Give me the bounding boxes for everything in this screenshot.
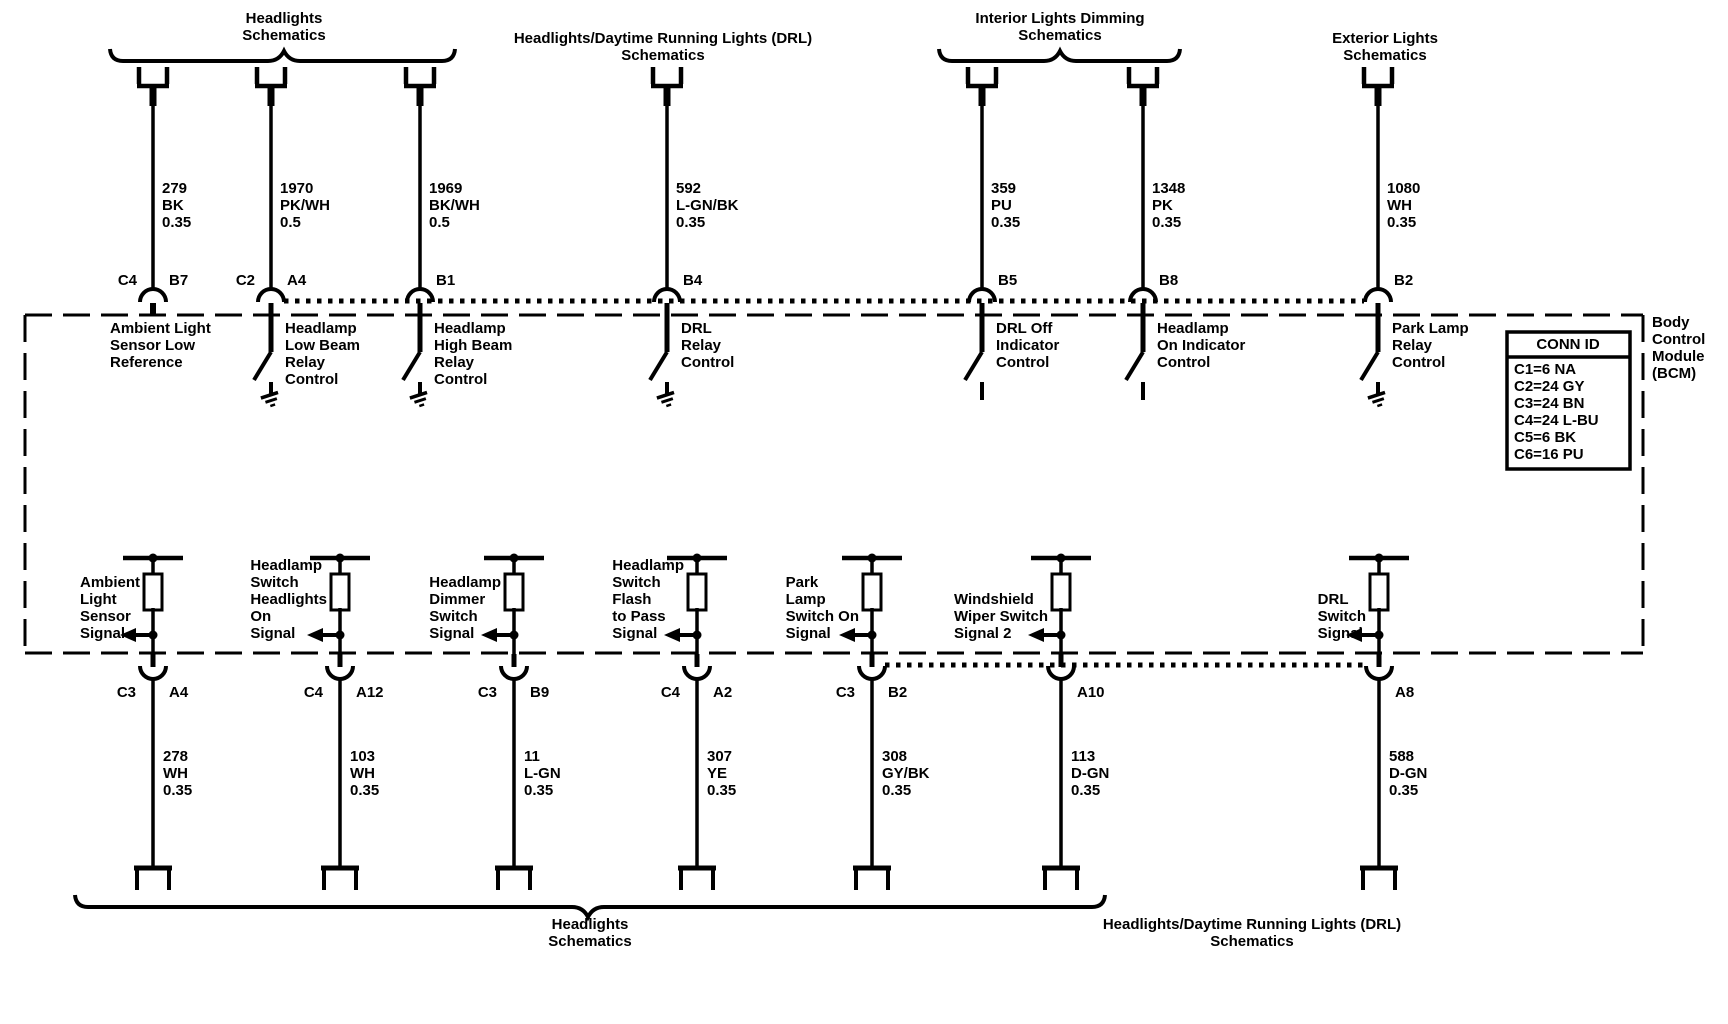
label-line: Ambient [80, 574, 140, 591]
conn-id-table-header: CONN ID [1536, 336, 1600, 353]
top-circuit-5-graphics [965, 67, 998, 400]
label-line: Flash [612, 591, 652, 608]
bcm-function-label [285, 320, 360, 388]
wire-id-label [676, 180, 739, 231]
pin-id-right: A10 [1077, 684, 1105, 701]
wire-number: 592 [676, 180, 702, 197]
wire-size: 0.35 [991, 214, 1021, 231]
label-line: Park Lamp [1392, 320, 1469, 337]
pin-id-left: C4 [660, 684, 680, 701]
pin-id-right: B5 [998, 272, 1018, 289]
label-line: Control [996, 354, 1050, 371]
wire-id-label [350, 748, 379, 799]
bcm-function-label [681, 320, 734, 371]
wire-id-label [1387, 180, 1420, 231]
pin-id-right: B2 [1394, 272, 1414, 289]
wire-id-label [991, 180, 1020, 231]
bcm-function-label [434, 320, 512, 388]
wire-id-label [882, 748, 930, 799]
bcm-function-label [1392, 320, 1469, 371]
bottom-headlights-brace [75, 895, 1105, 917]
wire-number: 1348 [1152, 180, 1186, 197]
label-line: Switch On [785, 608, 859, 625]
label-line: Headlights [551, 916, 629, 933]
wire-id-label [1071, 748, 1109, 799]
wire-number: 103 [350, 748, 376, 765]
wire-number: 1969 [429, 180, 463, 197]
ground-icon [1368, 392, 1388, 408]
conn-id-row: C3=24 BN [1514, 395, 1585, 412]
pin-id-left: C3 [477, 684, 497, 701]
label-line: High Beam [434, 337, 513, 354]
label-line: Body [1652, 314, 1690, 331]
wire-number: 588 [1389, 748, 1415, 765]
pin-arc-icon [140, 289, 166, 302]
ground-icon [657, 392, 677, 408]
wire-id-label [707, 748, 736, 799]
wire-size: 0.35 [350, 782, 380, 799]
pin-id-right: B2 [888, 684, 908, 701]
pin-id-right: B7 [169, 272, 189, 289]
label-line: Switch [1317, 608, 1366, 625]
label-line: Control [681, 354, 735, 371]
off-page-connector-icon [1127, 67, 1159, 86]
resistor-icon [1052, 574, 1070, 610]
label-line: DRL [681, 320, 712, 337]
conn-id-row: C2=24 GY [1514, 378, 1585, 395]
pin-id-right: A2 [713, 684, 733, 701]
wire-number: 279 [162, 180, 188, 197]
label-line: Headlamp [250, 557, 323, 574]
wire-color: L-GN [524, 765, 561, 782]
bcm-function-label [1157, 320, 1245, 371]
label-line: Schematics [242, 27, 326, 44]
signal-label [786, 574, 859, 642]
wire-id-label [163, 748, 192, 799]
label-line: Relay [1392, 337, 1433, 354]
label-line: Control [285, 371, 339, 388]
label-line: Low Beam [285, 337, 361, 354]
label-line: Headlights/Daytime Running Lights (DRL) [513, 30, 813, 47]
module-name-label [1652, 314, 1705, 382]
conn-id-row: C1=6 NA [1514, 361, 1577, 378]
headlights-brace [110, 49, 455, 61]
pin-id-right: B4 [683, 272, 703, 289]
pin-arc-icon [684, 666, 710, 679]
off-page-connector-icon [404, 67, 436, 86]
schematic-group-label-drl-bottom [1103, 916, 1401, 950]
label-line: Reference [110, 354, 183, 371]
label-line: Headlamp [285, 320, 357, 337]
wire-size: 0.35 [163, 782, 193, 799]
label-line: Control [1392, 354, 1446, 371]
off-page-connector-icon [137, 67, 169, 86]
label-line: Signal [1317, 625, 1363, 642]
pin-id-right: B9 [530, 684, 550, 701]
resistor-icon [331, 574, 349, 610]
pin-id-left: C3 [116, 684, 136, 701]
wire-size: 0.35 [882, 782, 912, 799]
wire-color: PK [1152, 197, 1173, 214]
wire-size: 0.5 [429, 214, 450, 231]
label-line: Switch [250, 574, 299, 591]
label-line: Schematics [1210, 933, 1294, 950]
conn-id-row: C5=6 BK [1514, 429, 1577, 446]
wire-number: 1970 [280, 180, 314, 197]
switch-icon [1361, 352, 1378, 380]
label-line: Schematics [621, 47, 705, 64]
label-line: On [250, 608, 272, 625]
label-line: (BCM) [1652, 365, 1697, 382]
label-line: Headlamp [434, 320, 506, 337]
signal-label [250, 557, 327, 642]
wire-id-label [524, 748, 561, 799]
wire-color: WH [1387, 197, 1412, 214]
pin-id-left: C4 [303, 684, 323, 701]
pin-id-right: A4 [287, 272, 307, 289]
off-page-connector-icon [1362, 67, 1394, 86]
wire-size: 0.35 [524, 782, 554, 799]
resistor-icon [144, 574, 162, 610]
pin-arc-icon [1365, 289, 1391, 302]
switch-icon [403, 352, 420, 380]
off-page-connector-icon [651, 67, 683, 86]
signal-label [429, 574, 501, 642]
signal-label [954, 591, 1048, 642]
label-line: Relay [285, 354, 326, 371]
label-line: Light [80, 591, 117, 608]
interior-lights-brace [939, 49, 1180, 61]
ground-icon [410, 392, 430, 408]
label-line: Lamp [785, 591, 826, 608]
top-circuit-4-graphics [650, 67, 683, 408]
signal-label [80, 574, 140, 642]
switch-icon [1126, 352, 1143, 380]
label-line: Park [785, 574, 819, 591]
ground-icon [261, 392, 281, 408]
wire-size: 0.35 [1389, 782, 1419, 799]
wire-size: 0.5 [280, 214, 301, 231]
wire-color: D-GN [1389, 765, 1428, 782]
wire-size: 0.35 [1071, 782, 1101, 799]
label-line: Headlights [245, 10, 323, 27]
wire-id-label [1152, 180, 1185, 231]
label-line: Exterior Lights [1332, 30, 1438, 47]
wire-number: 307 [707, 748, 733, 765]
wire-id-label [280, 180, 330, 231]
switch-icon [254, 352, 271, 380]
pin-id-right: A4 [169, 684, 189, 701]
conn-id-table [1514, 361, 1599, 463]
wire-color: L-GN/BK [676, 197, 739, 214]
pin-id-right: A8 [1395, 684, 1415, 701]
label-line: On Indicator [1157, 337, 1246, 354]
switch-icon [650, 352, 667, 380]
pin-arc-icon [501, 666, 527, 679]
wire-size: 0.35 [162, 214, 192, 231]
schematic-group-label-exterior [1332, 30, 1438, 64]
wire-size: 0.35 [707, 782, 737, 799]
wire-size: 0.35 [1152, 214, 1182, 231]
label-line: Switch [429, 608, 478, 625]
wire-number: 113 [1071, 748, 1096, 765]
pin-id-right: B1 [436, 272, 456, 289]
label-line: DRL [1317, 591, 1349, 608]
resistor-icon [1370, 574, 1388, 610]
label-line: Headlamp [429, 574, 501, 591]
wire-color: WH [163, 765, 188, 782]
label-line: Sensor Low [110, 337, 196, 354]
label-line: Schematics [1018, 27, 1102, 44]
label-line: Dimmer [429, 591, 486, 608]
wire-color: BK/WH [429, 197, 480, 214]
signal-label [612, 557, 684, 642]
pin-id-left: C4 [117, 272, 137, 289]
pin-arc-icon [327, 666, 353, 679]
top-circuit-3-graphics [403, 67, 436, 408]
conn-id-row: C4=24 L-BU [1514, 412, 1599, 429]
top-circuit-6-graphics [1126, 67, 1159, 400]
label-line: Wiper Switch [953, 608, 1048, 625]
pin-arc-icon [859, 666, 885, 679]
wire-number: 1080 [1387, 180, 1421, 197]
wire-id-label [1389, 748, 1427, 799]
label-line: Control [434, 371, 488, 388]
label-line: Headlamp [1157, 320, 1229, 337]
resistor-icon [688, 574, 706, 610]
schematic-group-label-headlights [242, 10, 325, 44]
bcm-function-label [110, 320, 211, 371]
label-line: Relay [681, 337, 722, 354]
label-line: to Pass [612, 608, 666, 625]
signal-label [1318, 591, 1366, 642]
off-page-connector-icon [966, 67, 998, 86]
wire-size: 0.35 [676, 214, 706, 231]
wire-number: 278 [163, 748, 189, 765]
label-line: Sensor [80, 608, 131, 625]
resistor-icon [505, 574, 523, 610]
top-circuit-2-graphics [254, 67, 287, 408]
label-line: Headlights [250, 591, 327, 608]
bcm-function-label [996, 320, 1059, 371]
pin-arc-icon [1366, 666, 1392, 679]
wire-color: D-GN [1071, 765, 1110, 782]
pin-id-right: A12 [356, 684, 384, 701]
label-line: Schematics [548, 933, 632, 950]
label-line: Signal 2 [953, 625, 1012, 642]
schematic-group-label-drl [514, 30, 812, 64]
label-line: Headlights/Daytime Running Lights (DRL) [1102, 916, 1402, 933]
label-line: DRL Off [996, 320, 1053, 337]
label-line: Signal [250, 625, 296, 642]
wire-color: PK/WH [280, 197, 330, 214]
wire-id-label [162, 180, 191, 231]
label-line: Signal [80, 625, 126, 642]
label-line: Relay [434, 354, 475, 371]
resistor-icon [863, 574, 881, 610]
label-line: Module [1652, 348, 1705, 365]
label-line: Indicator [996, 337, 1060, 354]
label-line: Signal [785, 625, 831, 642]
label-line: Control [1652, 331, 1706, 348]
label-line: Windshield [953, 591, 1034, 608]
pin-arc-icon [258, 289, 284, 302]
label-line: Schematics [1343, 47, 1427, 64]
top-circuit-7-graphics [1361, 67, 1394, 408]
pin-arc-icon [1048, 666, 1074, 679]
pin-arc-icon [654, 289, 680, 302]
wire-number: 11 [524, 748, 540, 765]
label-line: Interior Lights Dimming [975, 10, 1145, 27]
off-page-connector-icon [255, 67, 287, 86]
wire-color: PU [991, 197, 1012, 214]
label-line: Signal [429, 625, 475, 642]
wire-color: GY/BK [882, 765, 930, 782]
schematic-group-label-interior [975, 10, 1144, 44]
wire-id-label [429, 180, 480, 231]
label-line: Ambient Light [110, 320, 211, 337]
wire-color: BK [162, 197, 184, 214]
wire-size: 0.35 [1387, 214, 1417, 231]
schematic-group-label-headlights-bottom [548, 916, 631, 950]
pin-id-right: B8 [1159, 272, 1179, 289]
pin-arc-icon [140, 666, 166, 679]
conn-id-row: C6=16 PU [1514, 446, 1584, 463]
wire-color: WH [350, 765, 375, 782]
wire-number: 308 [882, 748, 908, 765]
label-line: Headlamp [612, 557, 684, 574]
label-line: Switch [612, 574, 661, 591]
pin-id-left: C2 [235, 272, 255, 289]
label-line: Signal [612, 625, 658, 642]
switch-icon [965, 352, 982, 380]
label-line: Control [1157, 354, 1211, 371]
wire-number: 359 [991, 180, 1017, 197]
wire-color: YE [707, 765, 728, 782]
pin-id-left: C3 [835, 684, 855, 701]
